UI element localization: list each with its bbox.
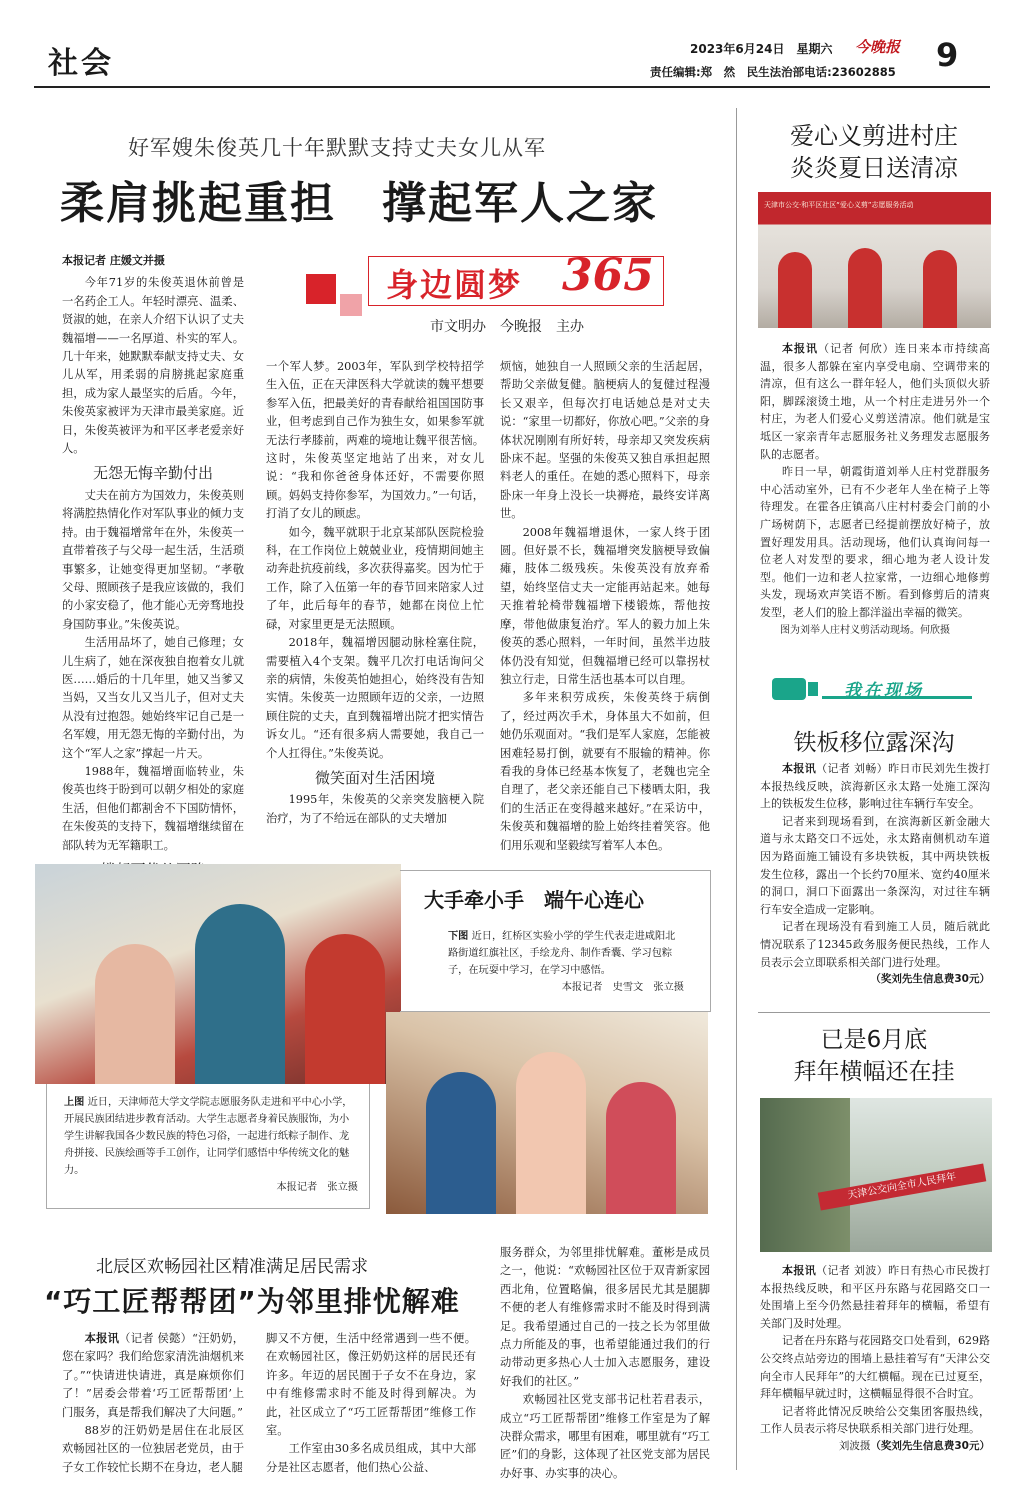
right-text: 记者在现场没有看到施工人员，随后就此情况联系了12345政务服务便民热线，工作人员表示会立即联系相关部门进行处理。: [760, 920, 990, 969]
page-number: 9: [936, 36, 959, 74]
bottom-text: 脚又不方便，生活中经常遇到一些不便。在欢畅园社区，像汪奶奶这样的居民还有许多。年迈的居民囿于子女不在身边，家中有维修需求时不能及时得到解决。为此，社区成立了“巧工匠帮帮团”维修工作室。: [266, 1332, 476, 1438]
main-text: 烦恼，她独自一人照顾父亲的生活起居，帮助父亲做复健。脑梗病人的复健过程漫长又艰辛，但每次打电话她总是对丈夫说：“家里一切都好，你放心吧。”父亲的身体状况刚刚有所好转，母亲却又突发疾病卧床不起。坚强的朱俊英又独自承担起照料老人的重任。在她的悉心照料下，母亲卧床一年身上没长一块褥疮，最终安详离世。: [500, 360, 710, 521]
photo-lower: [386, 1012, 708, 1214]
caption-lower-credit: 本报记者 史雪文 张立摄: [561, 982, 684, 993]
right-text: [760, 1262, 990, 1332]
right-story-1-byline: 本报讯: [782, 342, 819, 355]
bottom-text: 88岁的汪奶奶是居住在北辰区欢畅园社区的一位独居老党员，由于子女工作较忙长期不在身边，老人腿: [62, 1424, 244, 1474]
right-story-3-lead-text: 昨日有热心市民拨打本报热线反映，和平区丹东路与花园路交口一处围墙上至今仍然悬挂着拜年的横幅，希望有关部门及时处理。: [760, 1264, 991, 1330]
main-kicker: 好军嫂朱俊英几十年默默支持丈夫女儿从军: [128, 136, 546, 160]
right-story-2-reward: （奖刘先生信息费30元）: [870, 973, 990, 986]
photo-figure: [195, 904, 285, 1084]
photo-figure: [606, 1082, 676, 1214]
section-title: 社会: [48, 46, 114, 81]
main-text: 丈夫在前方为国效力，朱俊英则将满腔热情化作对军队事业的倾力支持。由于魏福增常年在外，朱俊英一直带着孩子与父母一起生活，生活琐事繁多，让她变得更加坚韧。“孝敬父母、照顾孩子是我应该做的，我们的小家安稳了，他才能心无旁骛地投身国防事业。”朱俊英说。: [62, 488, 244, 631]
main-text: 生活用品坏了，她自己修理；女儿生病了，她在深夜独自抱着女儿就医……婚后的十几年里，她又当爹又当妈，又当女儿又当儿子，但对丈夫从没有过抱怨。她始终牢记自己是一名军嫂，用无怨无悔的辛勤付出，为这个“军人之家”撑起一片天。: [62, 636, 244, 760]
photo-tree: [760, 1098, 850, 1252]
bottom-kicker: 北辰区欢畅园社区精准满足居民需求: [96, 1257, 368, 1277]
right-divider: [758, 1012, 990, 1013]
subhead-3: 微笑面对生活困境: [314, 768, 435, 787]
right-text: 昨日一早，朝霞街道刘举人庄村党群服务中心活动室外，已有不少老年人坐在椅子上等待理发。在霍各庄镇高八庄村村委会门前的小广场树荫下，志愿者已经提前摆放好椅子，放置好理发用具。活动现场，他们认真询问每一位老人对发型的要求，细心地为老人设计发型。他们一边和老人拉家常，一边细心地修剪头发，现场欢声笑语不断。看到修剪后的清爽发型，老人们的脸上都洋溢出幸福的微笑。: [760, 465, 990, 619]
main-headline: 柔肩挑起重担 撑起军人之家: [60, 178, 658, 229]
right-photo-3: [760, 1098, 992, 1252]
photo-figure: [95, 944, 175, 1084]
on-scene-banner: [772, 672, 972, 706]
caption-upper: [64, 1094, 358, 1196]
right-story-1-title: [760, 120, 988, 184]
issue-date: 2023年6月24日 星期六: [690, 42, 833, 56]
subhead-1: 无怨无悔辛勤付出: [92, 464, 213, 483]
bottom-col-3: [500, 1244, 710, 1483]
banner-sponsor: 市文明办 今晚报 主办: [430, 319, 584, 335]
photo-figure: [516, 1052, 586, 1214]
right-story-1-lead-text: 连日来本市持续高温，很多人都躲在室内享受电扇、空调带来的清凉，但有这么一群年轻人，他们头顶似火骄阳，脚踩滚烫土地，从一个村庄走进另外一个村庄，为老人们爱心义剪送清凉。他们就是宝坻区一家亲青年志愿服务社义务理发志愿服务队的志愿者。: [760, 342, 991, 461]
main-text: 2018年，魏福增因腿动脉栓塞住院，需要植入4个支架。魏平几次打电话询问父亲的病情，朱俊英怕她担心，始终没有告知实情。朱俊英一边照顾年迈的父亲，一边照顾住院的丈夫，直到魏福增出院才把实情告诉女儿。“还有很多病人需要她，我自己一个人扛得住。”朱俊英说。: [266, 636, 484, 760]
right-story-3-credit: 刘波摄: [838, 1439, 871, 1452]
editor-line: 责任编辑:郑 然 民生法治部电话:23602885: [650, 65, 896, 79]
photo-figure: [778, 252, 812, 328]
right-text: [760, 760, 990, 813]
main-col-1: [62, 252, 244, 902]
right-photo-3-banner: 天津公交向全市人民拜年: [818, 1164, 987, 1211]
main-text: 多年来积劳成疾，朱俊英终于病倒了，经过两次手术，身体虽大不如前，但她仍乐观面对。“我们是军人家庭，怎能被困难轻易打倒，就要有不服输的精神。你看我的身体已经基本恢复了，老魏也完全自理了，老父亲还能自己下楼晒太阳，我们的生活正在变得越来越好。”在采访中，朱俊英和魏福增的脸上始终挂着笑容。他们用乐观和坚毅续写着军人本色。: [500, 691, 710, 852]
main-byline: 本报记者 庄媛文并摄: [62, 254, 165, 267]
right-story-1-title-line-2: 炎炎夏日送清凉: [790, 154, 958, 182]
bottom-reporter: （记者 侯懿）: [119, 1332, 193, 1345]
right-text: 记者来到现场看到，在滨海新区新金融大道与永太路交口不远处，永太路南侧机动车道因为路面施工铺设有多块铁板，其中两块铁板发生位移，露出一个长约70厘米、宽约40厘米的洞口，洞口下面露出一条深沟，对过往车辆行车安全造成一定影响。: [760, 814, 990, 916]
right-story-3-reporter: （记者 刘波）: [816, 1264, 889, 1277]
banner-square-large: [306, 274, 336, 304]
right-photo-1: [758, 192, 991, 328]
photo-figure: [848, 248, 882, 328]
right-column-rule: [736, 108, 737, 1470]
main-text: 1988年，魏福增面临转业，朱俊英也终于盼到可以朝夕相处的家庭生活，但他们都割舍不下国防情怀，在朱俊英的支持下，魏福增继续留在部队转为无军籍职工。: [62, 764, 244, 852]
right-story-3-title: [760, 1024, 988, 1088]
caption-upper-credit: 本报记者 张立摄: [276, 1182, 358, 1193]
right-story-2-title: 铁板移位露深沟: [793, 730, 955, 756]
right-story-1-text: [760, 340, 990, 639]
main-text: 2008年魏福增退休，一家人终于团圆。但好景不长，魏福增突发脑梗导致偏瘫，肢体二级残疾。朱俊英没有放弃希望，始终坚信丈夫一定能再站起来。她每天推着轮椅带魏福增下楼锻炼，帮他按摩，带他做康复治疗。军人的毅力加上朱俊英的悉心照料，一年时间，虽然半边肢体仍没有知觉，但魏福增已经可以靠拐杖独立行走，日常生活也基本可以自理。: [500, 525, 710, 686]
bottom-byline: 本报讯: [84, 1332, 120, 1345]
bottom-text: 服务群众，为邻里排忧解难。董彬是成员之一，他说：“欢畅园社区位于双青新家园西北角，位置略偏，很多居民尤其是腿脚不便的老人有维修需求时不能及时得到满足。我希望通过自己的一技之长为邻里做点力所能及的事，也希望能通过我们的行动带动更多热心人士加入志愿服务，建设好我们的社区。”: [500, 1246, 710, 1388]
right-story-3-title-line-1: 已是6月底: [820, 1027, 928, 1053]
main-text: 一个军人梦。2003年，军队到学校特招学生入伍，正在天津医科大学就读的魏平想要参军入伍，把最美好的青春献给祖国国防事业，但考虑到自己作为独生女，如果参军就无法行孝膝前，两难的境地让魏平很苦恼。这时，朱俊英坚定地站了出来，对女儿说：“我和你爸爸身体还好，不需要你照顾。妈妈支持你参军，为国效力。”一句话，打消了女儿的顾虑。: [266, 360, 484, 521]
banner-number: 365: [562, 250, 654, 301]
on-scene-label: 我在现场: [844, 681, 924, 701]
bottom-text: 欢畅园社区党支部书记杜若君表示，成立“巧工匠帮帮团”维修工作室是为了解决群众需求，哪里有困难，哪里就有“巧工匠”们的身影，这体现了社区党支部为居民办好事、办实事的决心。: [500, 1393, 710, 1480]
right-text: [760, 340, 990, 463]
bottom-col-2: [266, 1330, 476, 1477]
main-col-3: [500, 358, 710, 855]
right-story-1-title-line-1: 爱心义剪进村庄: [790, 122, 958, 150]
right-story-2-lead-text: 昨日市民刘先生拨打本报热线反映，滨海新区永太路一处施工深沟上的铁板发生位移，影响过往车辆行车安全。: [760, 762, 991, 811]
main-text: 如今，魏平就职于北京某部队医院检验科，在工作岗位上兢兢业业，疫情期间她主动奔赴抗疫前线，多次获得嘉奖。因为忙于工作，除了入伍第一年的春节回来陪家人过了年，此后每年的春节，她都在岗位上忙碌，对家里更是无法照顾。: [266, 525, 484, 631]
right-credit: 图为刘举人庄村义剪活动现场。何欣摄: [780, 624, 950, 636]
photo-figure: [923, 250, 957, 328]
photo-figure: [426, 1072, 496, 1214]
bottom-text-lead: “汪奶奶，您在家吗？我们给您家清洗油烟机来了。”“快请进快请进，真是麻烦你们了！”居委会带着‘巧工匠帮帮团’上门服务，真是帮我们解决了大问题。”: [62, 1332, 244, 1419]
caption-lower-text: 近日，红桥区实验小学的学生代表走进咸阳北路街道红旗社区，手绘龙舟、制作香囊、学习包粽子，在玩耍中学习，在学习中感悟。: [448, 931, 676, 976]
newspaper-logo: 今晚报: [855, 38, 901, 56]
caption-upper-text: 近日，天津师范大学文学院志愿服务队走进和平中心小学，开展民族团结进步教育活动。大学生志愿者身着民族服饰，为小学生讲解我国各少数民族的特色习俗，一起进行纸粽子制作、龙舟拼接、民族绘画等手工创作，让同学们感悟中华传统文化的魅力。: [64, 1097, 353, 1176]
header-rule: [34, 86, 990, 88]
right-story-2-text: [760, 760, 990, 989]
right-photo-1-banner: 天津市公交·和平区社区“爱心义剪”志愿服务活动: [764, 201, 914, 209]
right-story-1-reporter: （记者 何欣）: [818, 342, 895, 355]
banner-title: 身边圆梦: [386, 266, 523, 304]
caption-lower-label: 下图: [448, 931, 469, 942]
main-col-2: [266, 358, 484, 828]
main-intro: 今年71岁的朱俊英退休前曾是一名药企工人。年轻时漂亮、温柔、贤淑的她，在亲人介绍下认识了丈夫魏福增——一名厚道、朴实的军人。几十年来，她默默奉献支持丈夫、女儿从军，用柔弱的肩膀挑起家庭重担，成为家人最坚实的后盾。今年，朱俊英家被评为天津市最美家庭。近日，朱俊英被评为和平区孝老爱亲好人。: [62, 276, 244, 456]
camera-icon: [772, 678, 806, 700]
bottom-col-1: [62, 1330, 244, 1477]
right-story-3-title-line-2: 拜年横幅还在挂: [793, 1059, 955, 1085]
camera-lens-icon: [808, 682, 818, 696]
right-story-3-byline: 本报讯: [782, 1264, 817, 1277]
right-text: 记者将此情况反映给公交集团客服热线，工作人员表示将尽快联系相关部门进行处理。: [760, 1404, 990, 1436]
banner-square-small: [340, 294, 362, 316]
caption-upper-label: 上图: [64, 1097, 85, 1108]
right-story-3-footer: [760, 1438, 990, 1456]
right-story-3-reward: （奖刘先生信息费30元）: [870, 1439, 990, 1452]
column-banner: [306, 248, 708, 340]
right-story-2-byline: 本报讯: [782, 762, 817, 775]
photo-story-headline: 大手牵小手 端午心连心: [424, 888, 644, 912]
right-story-2-reporter: （记者 刘畅）: [816, 762, 889, 775]
photo-upper: [35, 864, 401, 1084]
photo-figure: [305, 934, 385, 1084]
bottom-text: [62, 1330, 244, 1422]
right-text: 记者在丹东路与花园路交口处看到，629路公交终点站旁边的围墙上悬挂着写有“天津公交向全市人民拜年”的大红横幅。现在已过夏至，拜年横幅早就过时，这横幅显得很不合时宜。: [760, 1334, 990, 1401]
right-story-3-text: [760, 1262, 990, 1456]
main-text: 1995年，朱俊英的父亲突发脑梗入院治疗，为了不给远在部队的丈夫增加: [266, 793, 484, 825]
caption-lower: [448, 928, 684, 996]
bottom-headline: “巧工匠帮帮团”为邻里排忧解难: [44, 1285, 460, 1318]
bottom-text: 工作室由30多名成员组成，其中大部分是社区志愿者，他们热心公益、: [266, 1442, 476, 1474]
